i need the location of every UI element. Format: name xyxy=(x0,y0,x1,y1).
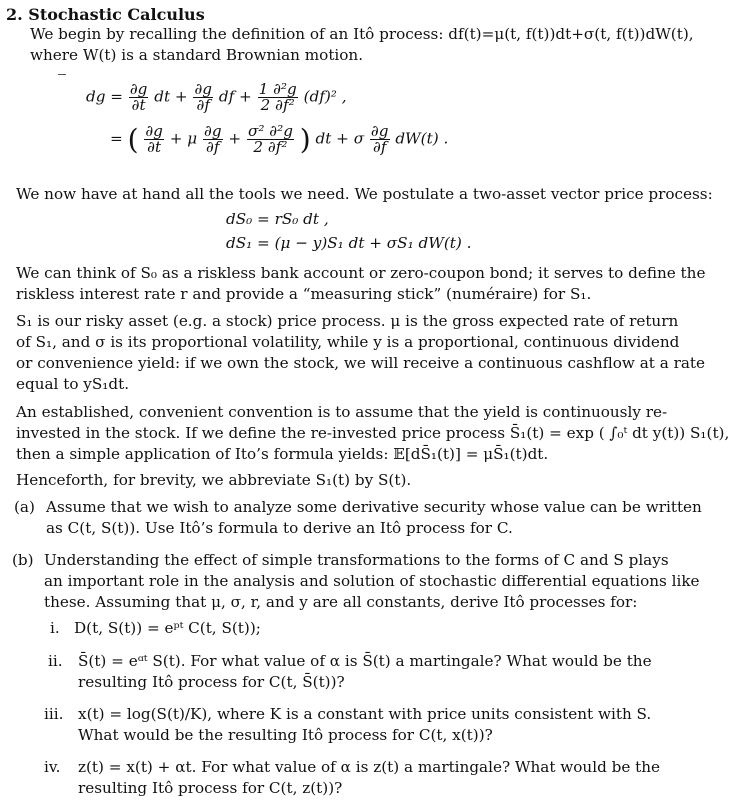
small-dash-mark xyxy=(58,74,66,75)
frac-num: ∂g xyxy=(204,122,222,140)
part-b-line-3: these. Assuming that μ, σ, r, and y are all constants, derive Itô processes for: xyxy=(44,593,638,611)
sub-iii-line-1: x(t) = log(S(t)/K), where K is a constant with price units consistent with S. xyxy=(78,705,652,723)
part-b-line-1: Understanding the effect of simple transformations to the forms of C and S plays xyxy=(44,551,669,569)
part-a-line-1: Assume that we wish to analyze some derivative security whose value can be written xyxy=(46,498,702,516)
plus-sign: + xyxy=(228,129,242,148)
part-b-text xyxy=(44,550,728,613)
term-tail-2: df + xyxy=(218,87,252,106)
term-tail-3: (df)² , xyxy=(303,87,347,106)
p3-line-2: invested in the stock. If we define the re-invested price process S̄₁(t) = exp ( ∫₀ᵗ dt y(t)) S₁(t), xyxy=(16,424,730,442)
frac-half-d2g-df2 xyxy=(258,82,298,113)
frac-den: ∂f xyxy=(372,138,387,156)
sub-iv-text xyxy=(78,757,660,799)
frac-dg-df-2 xyxy=(203,124,223,155)
frac-den: 2 ∂f² xyxy=(253,138,288,156)
sub-ii-label: ii. xyxy=(48,652,63,670)
term-tail-1: dt + xyxy=(154,87,188,106)
eq-lhs: dg = xyxy=(86,87,123,106)
part-a-text xyxy=(46,497,726,539)
sub-i-line-1: D(t, S(t)) = eᵖᵗ C(t, S(t)); xyxy=(74,619,261,637)
sub-ii-line-1: S̄(t) = eᵅᵗ S(t). For what value of α is S̄(t) a martingale? What would be the xyxy=(78,652,652,670)
frac-dg-dt xyxy=(129,82,149,113)
paragraph-reinvested-yield xyxy=(16,402,730,465)
part-b-label: (b) xyxy=(12,551,34,569)
p2-line-3: or convenience yield: if we own the stock, we will receive a continuous cashflow at a rate xyxy=(16,354,705,372)
paragraph-risky-asset xyxy=(16,311,712,395)
paragraph-riskless-asset xyxy=(16,263,712,305)
sub-ii-line-2: resulting Itô process for C(t, S̄(t))? xyxy=(78,673,345,691)
p2-line-4: equal to yS₁dt. xyxy=(16,375,130,393)
sub-iv-label: iv. xyxy=(44,758,61,776)
sub-ii-text xyxy=(78,651,652,693)
part-a-label: (a) xyxy=(14,498,35,516)
plus-mu: + μ xyxy=(169,129,198,148)
sub-iii-line-2: What would be the resulting Itô process for C(t, x(t))? xyxy=(78,726,493,744)
intro-paragraph xyxy=(30,24,694,66)
eq-equals: = xyxy=(110,129,123,148)
problem-title: 2. Stochastic Calculus xyxy=(6,5,205,24)
frac-dg-dt-2 xyxy=(144,124,164,155)
frac-num: ∂g xyxy=(129,80,148,98)
price-eq-s0: dS₀ = rS₀ dt , xyxy=(226,210,329,228)
sub-iv-line-1: z(t) = x(t) + αt. For what value of α is z(t) a martingale? What would be the xyxy=(78,758,661,776)
frac-den: 2 ∂f² xyxy=(260,96,295,114)
sub-i-label: i. xyxy=(50,619,60,637)
frac-dg-df-3 xyxy=(370,124,390,155)
ito-expansion-row-1 xyxy=(86,82,347,113)
dt-plus-sigma: dt + σ xyxy=(315,129,365,148)
p2-line-2: of S₁, and σ is its proportional volatility, while y is a proportional, continuous dividend xyxy=(16,333,680,351)
paren-open: ( xyxy=(127,123,139,156)
frac-den: ∂f xyxy=(196,96,210,114)
frac-dg-df xyxy=(193,82,213,113)
p1-line-2: riskless interest rate r and provide a “measuring stick” (numéraire) for S₁. xyxy=(16,285,592,303)
frac-sigma-term xyxy=(247,124,294,155)
ito-expansion-row-2 xyxy=(110,124,448,155)
frac-num: 1 ∂²g xyxy=(258,80,297,98)
part-b-line-2: an important role in the analysis and solution of stochastic differential equations like xyxy=(44,572,700,590)
p1-line-1: We can think of S₀ as a riskless bank account or zero-coupon bond; it serves to define the xyxy=(16,264,706,282)
price-eq-s1: dS₁ = (μ − y)S₁ dt + σS₁ dW(t) . xyxy=(226,234,472,252)
paragraph-abbreviation: Henceforth, for brevity, we abbreviate S₁(t) by S(t). xyxy=(16,471,412,489)
frac-num: ∂g xyxy=(370,122,389,140)
frac-num: σ² ∂²g xyxy=(247,122,293,140)
tools-line: We now have at hand all the tools we need. We postulate a two-asset vector price process: xyxy=(16,185,713,203)
intro-line-2: where W(t) is a standard Brownian motion. xyxy=(30,46,364,64)
sub-iii-text xyxy=(78,704,651,746)
p3-line-3: then a simple application of Ito’s formula yields: 𝔼[dS̄₁(t)] = μS̄₁(t)dt. xyxy=(16,445,549,463)
paren-close: ) xyxy=(299,123,311,156)
intro-line-1: We begin by recalling the definition of an Itô process: df(t)=μ(t, f(t))dt+σ(t, f(t))dW(t), xyxy=(30,25,694,43)
frac-num: ∂g xyxy=(145,122,163,140)
dw-tail: dW(t) . xyxy=(395,129,449,148)
sub-iii-label: iii. xyxy=(44,705,64,723)
p2-line-1: S₁ is our risky asset (e.g. a stock) price process. μ is the gross expected rate of return xyxy=(16,312,679,330)
frac-den: ∂t xyxy=(131,96,146,114)
p3-line-1: An established, convenient convention is to assume that the yield is continuously re- xyxy=(16,403,668,421)
frac-den: ∂f xyxy=(206,138,220,156)
part-a-line-2: as C(t, S(t)). Use Itô’s formula to derive an Itô process for C. xyxy=(46,519,513,537)
frac-num: ∂g xyxy=(194,80,213,98)
frac-den: ∂t xyxy=(147,138,162,156)
sub-iv-line-2: resulting Itô process for C(t, z(t))? xyxy=(78,779,343,797)
